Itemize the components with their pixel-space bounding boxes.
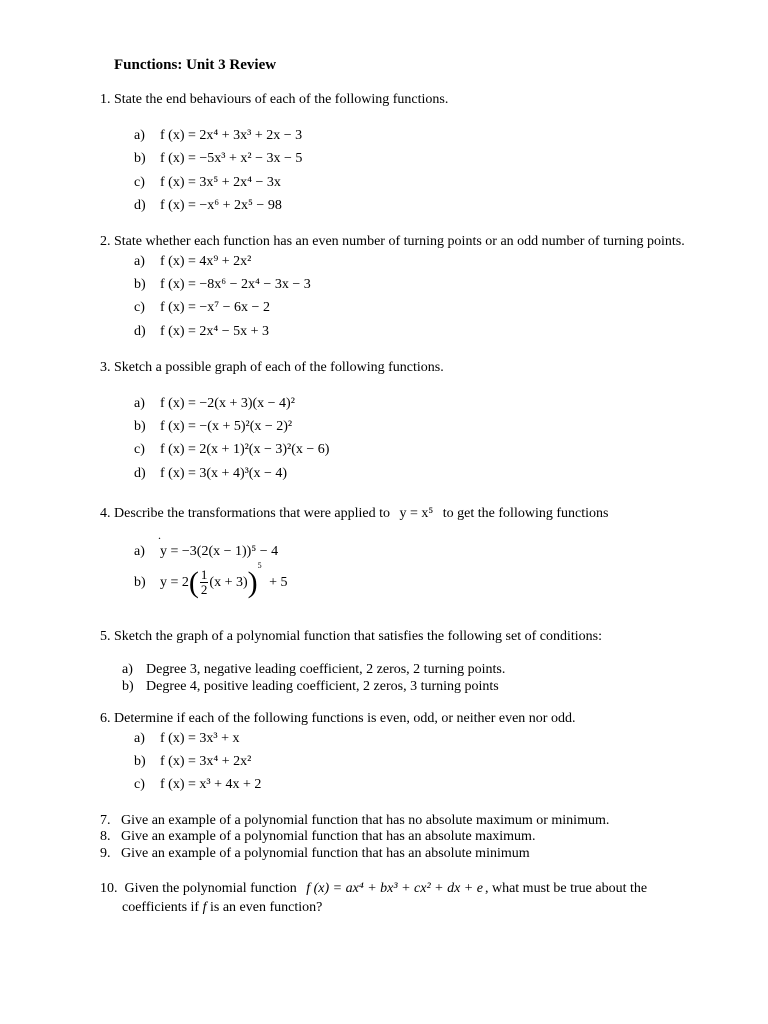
close-paren: ) [247,565,258,599]
q2-item-d [134,324,269,341]
q6-item-c [134,777,261,794]
item-label: c) [134,175,145,190]
q2-item-c [134,300,270,317]
item-expression-inner: (x + 3) [209,575,248,590]
item-label: d) [134,324,146,339]
item-label: d) [134,466,146,481]
prompt-expression: f (x) = ax⁴ + bx³ + cx² + dx + e [306,881,483,896]
item-label: c) [134,442,145,457]
item-expression: f (x) = 2x⁴ − 5x + 3 [160,324,270,339]
q4-item-b [134,561,288,599]
item-label: c) [134,777,145,792]
fraction-denominator: 2 [200,582,208,598]
question-3-prompt: 3. Sketch a possible graph of each of the following functions. [100,360,444,375]
item-expression: y = −3(2(x − 1))⁵ − 4 [160,544,279,559]
q4-item-a [134,544,278,561]
item-label: d) [134,198,146,213]
item-expression: f (x) = −2(x + 3)(x − 4)² [160,396,295,411]
item-expression: f (x) = 3x⁴ + 2x² [160,754,252,769]
q3-item-d [134,466,287,483]
item-label: a) [134,128,145,143]
question-10-line-2 [122,900,322,917]
item-label: a) [134,544,145,559]
q2-item-a [134,254,251,271]
question-2-prompt: 2. State whether each function has an even number of turning points or an odd number of turning points. [100,234,685,249]
fraction [200,568,209,597]
item-label: a) [134,731,145,746]
fraction-numerator: 1 [200,567,208,583]
item-label: a) [134,396,145,411]
item-expression-suffix: + 5 [269,575,288,590]
item-expression-prefix: y = 2 [160,575,189,590]
question-10-line-1 [100,881,647,898]
item-expression: f (x) = 3x³ + x [160,731,240,746]
item-expression: f (x) = 4x⁹ + 2x² [160,254,252,269]
item-expression: f (x) = −x⁷ − 6x − 2 [160,300,270,315]
prompt-text: is an even function? [210,900,323,915]
q6-item-b [134,754,251,771]
q1-item-d [134,198,282,215]
q1-item-a [134,128,302,145]
open-paren: ( [188,565,199,599]
stray-dot: . [158,528,161,542]
q5-item-b [122,679,499,696]
item-label: b) [122,679,134,694]
item-label: b) [134,575,146,590]
question-7: 7. Give an example of a polynomial function that has no absolute maximum or minimum. [100,813,610,828]
page-title: Functions: Unit 3 Review [114,57,277,73]
item-expression: f (x) = 2(x + 1)²(x − 3)²(x − 6) [160,442,330,457]
q6-item-a [134,731,239,748]
prompt-text: 10. Given the polynomial function [100,881,297,896]
item-text: Degree 3, negative leading coefficient, 2 zeros, 2 turning points. [146,662,506,677]
item-label: b) [134,419,146,434]
question-1-prompt: 1. State the end behaviours of each of the following functions. [100,92,449,107]
question-6-prompt: 6. Determine if each of the following functions is even, odd, or neither even nor odd. [100,711,576,726]
question-4-prompt [100,506,608,523]
q3-item-b [134,419,292,436]
q5-item-a [122,662,505,679]
item-label: a) [134,254,145,269]
item-label: a) [122,662,133,677]
variable-f: f [202,900,207,915]
prompt-text: to get the following functions [442,506,609,521]
q3-item-a [134,396,295,413]
item-expression: f (x) = 2x⁴ + 3x³ + 2x − 3 [160,128,303,143]
item-label: b) [134,151,146,166]
question-8: 8. Give an example of a polynomial function that has an absolute maximum. [100,829,536,844]
prompt-text: coefficients if [122,900,200,915]
question-5-prompt: 5. Sketch the graph of a polynomial function that satisfies the following set of conditions: [100,629,602,644]
item-expression: f (x) = −5x³ + x² − 3x − 5 [160,151,303,166]
item-expression: f (x) = 3(x + 4)³(x − 4) [160,466,288,481]
item-expression: f (x) = −x⁶ + 2x⁵ − 98 [160,198,282,213]
q2-item-b [134,277,311,294]
q3-item-c [134,442,329,459]
item-text: Degree 4, positive leading coefficient, 2 zeros, 3 turning points [146,679,499,694]
q1-item-c [134,175,281,192]
item-label: b) [134,754,146,769]
item-label: b) [134,277,146,292]
question-9: 9. Give an example of a polynomial function that has an absolute minimum [100,846,530,861]
exponent: 5 [257,561,262,570]
prompt-text: 4. Describe the transformations that were applied to [100,506,391,521]
q1-item-b [134,151,302,168]
item-expression: f (x) = 3x⁵ + 2x⁴ − 3x [160,175,281,190]
prompt-text: , what must be true about the [484,881,648,896]
item-expression: f (x) = x³ + 4x + 2 [160,777,262,792]
item-expression: f (x) = −(x + 5)²(x − 2)² [160,419,293,434]
item-expression: f (x) = −8x⁶ − 2x⁴ − 3x − 3 [160,277,311,292]
item-label: c) [134,300,145,315]
prompt-expression: y = x⁵ [399,506,434,521]
